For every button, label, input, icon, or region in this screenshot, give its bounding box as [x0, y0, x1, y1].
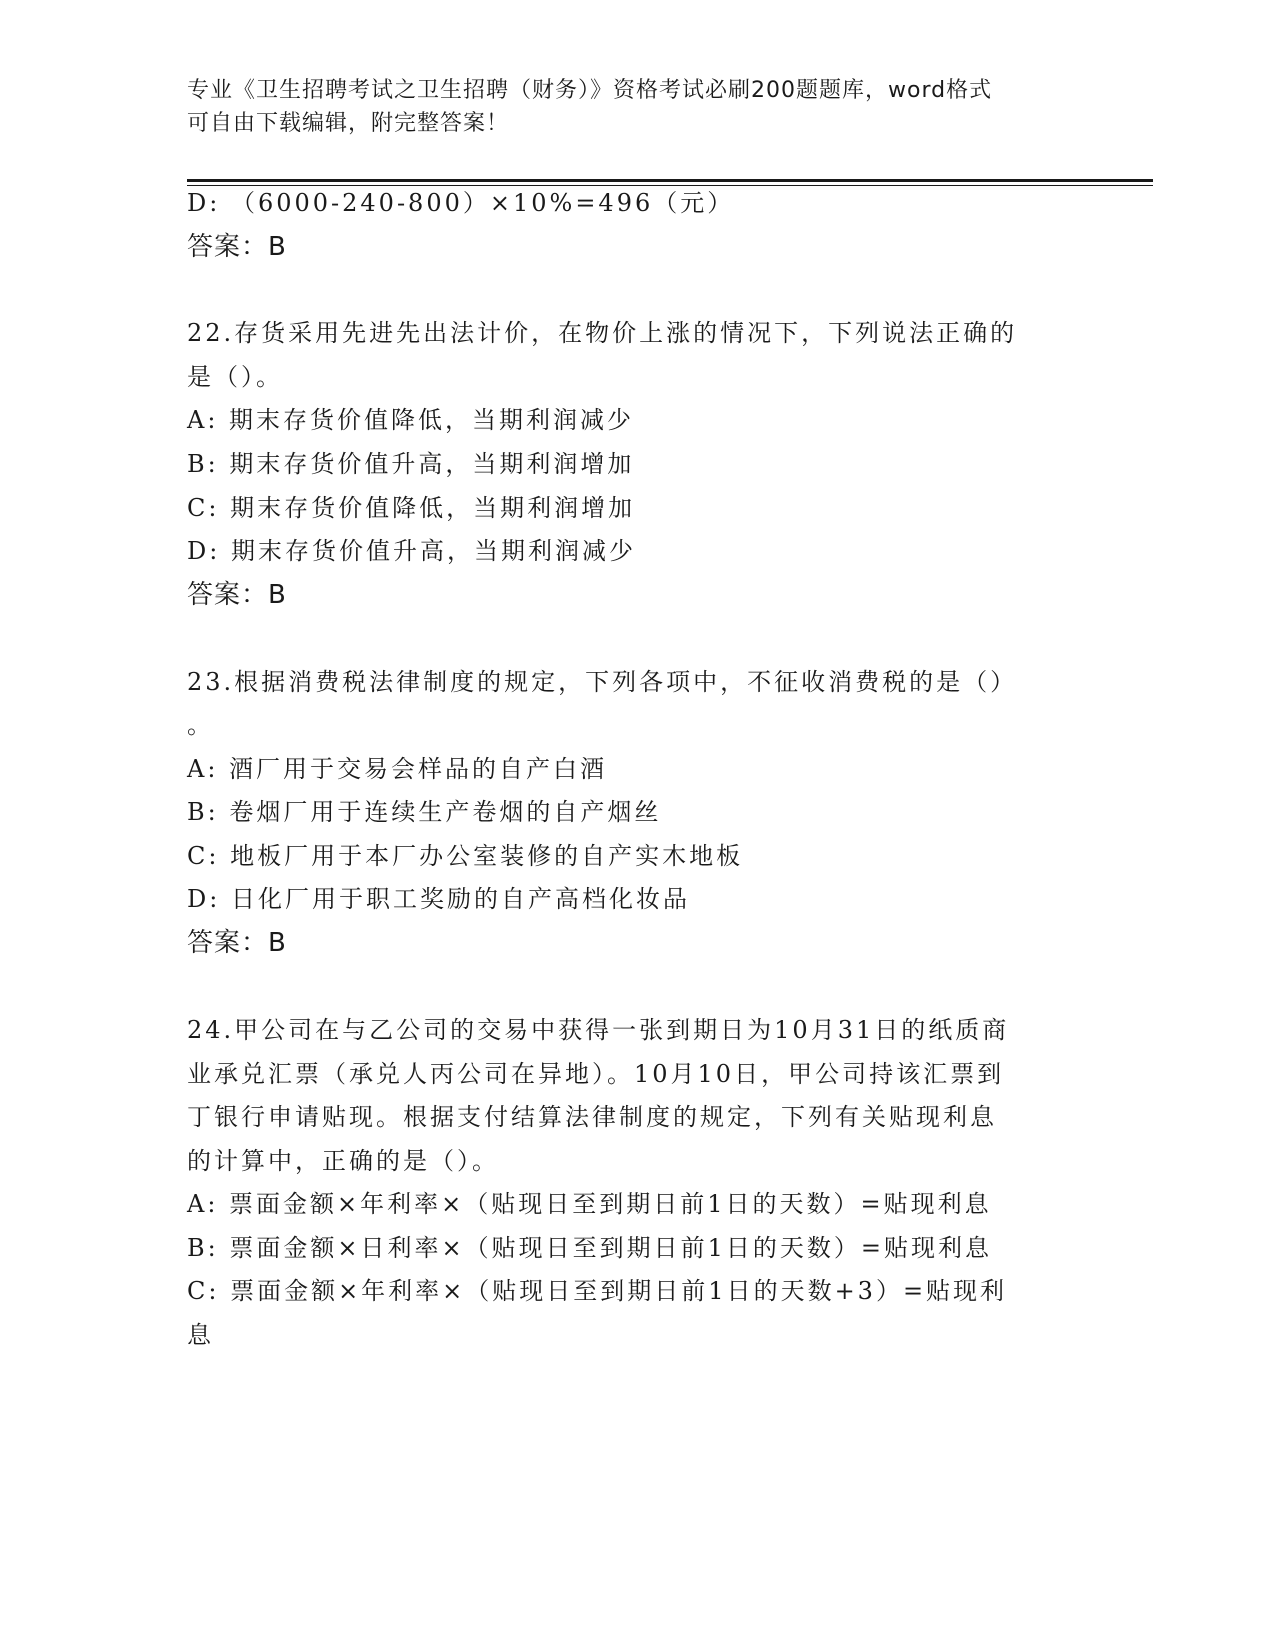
q24-stem-line-1: 24.甲公司在与乙公司的交易中获得一张到期日为10月31日的纸质商 — [187, 1016, 1010, 1044]
q23-option-a: A: 酒厂用于交易会样品的自产白酒 — [187, 755, 608, 783]
q22-option-d: D: 期末存货价值升高，当期利润减少 — [187, 537, 636, 565]
header-divider-thin — [187, 185, 1153, 186]
q22-option-b: B: 期末存货价值升高，当期利润增加 — [187, 450, 635, 478]
q22-option-c: C: 期末存货价值降低，当期利润增加 — [187, 494, 636, 522]
q23-option-c: C: 地板厂用于本厂办公室装修的自产实木地板 — [187, 842, 744, 870]
q23-option-d: D: 日化厂用于职工奖励的自产高档化妆品 — [187, 885, 690, 913]
q23-option-b: B: 卷烟厂用于连续生产卷烟的自产烟丝 — [187, 798, 662, 826]
q22-option-a: A: 期末存货价值降低，当期利润减少 — [187, 406, 635, 434]
header-divider-thick — [187, 179, 1153, 182]
q24-stem-line-2: 业承兑汇票（承兑人丙公司在异地）。10月10日，甲公司持该汇票到 — [187, 1060, 1005, 1088]
q22-answer: 答案：B — [187, 580, 287, 610]
q22-stem-line-1: 22.存货采用先进先出法计价，在物价上涨的情况下，下列说法正确的 — [187, 319, 1018, 347]
q24-option-a: A: 票面金额×年利率×（贴现日至到期日前1日的天数）=贴现利息 — [187, 1190, 992, 1218]
q24-option-b: B: 票面金额×日利率×（贴现日至到期日前1日的天数）=贴现利息 — [187, 1234, 992, 1262]
q24-option-c-line-2: 息 — [187, 1321, 214, 1349]
prev-answer: 答案：B — [187, 232, 287, 262]
q23-answer: 答案：B — [187, 928, 287, 958]
q24-stem-line-3: 丁银行申请贴现。根据支付结算法律制度的规定，下列有关贴现利息 — [187, 1103, 997, 1131]
q24-option-c-line-1: C: 票面金额×年利率×（贴现日至到期日前1日的天数+3）=贴现利 — [187, 1277, 1008, 1305]
header-line-2: 可自由下载编辑，附完整答案！ — [187, 111, 510, 136]
document-header — [187, 74, 1087, 140]
header-line-1: 专业《卫生招聘考试之卫生招聘（财务）》资格考试必刷200题题库，word格式 — [187, 78, 993, 103]
q22-stem-line-2: 是（）。 — [187, 363, 283, 391]
prev-option-d: D: （6000-240-800）×10%=496（元） — [187, 189, 735, 217]
q23-stem-line-1: 23.根据消费税法律制度的规定，下列各项中，不征收消费税的是（） — [187, 668, 1018, 696]
q23-stem-line-2: 。 — [187, 711, 214, 739]
q24-stem-line-4: 的计算中，正确的是（）。 — [187, 1147, 499, 1175]
